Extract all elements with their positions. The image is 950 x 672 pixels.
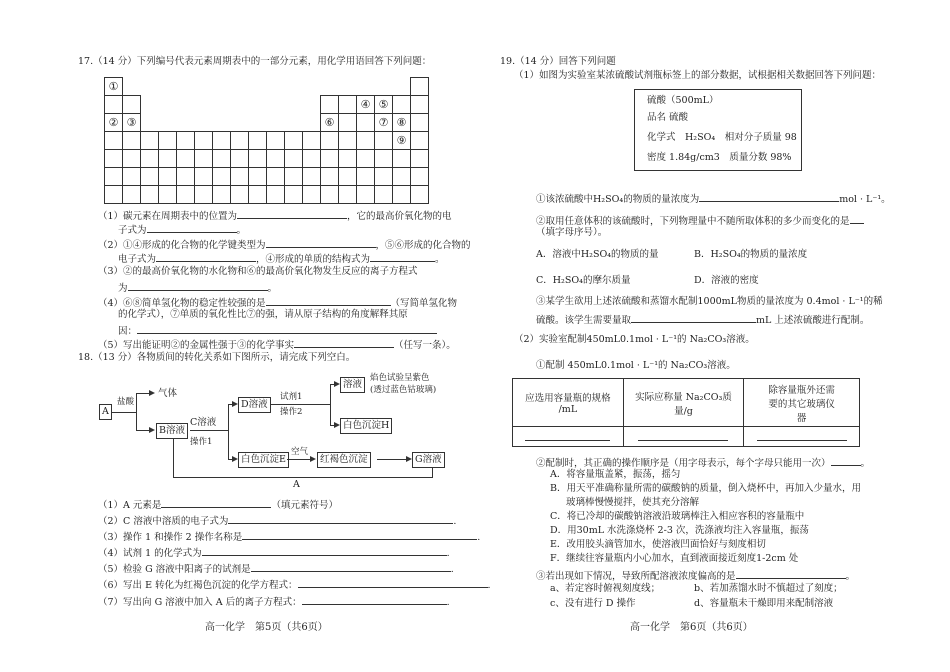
label-line-2: 品名 硫酸 (647, 112, 689, 123)
step-b-cont: 玻璃棒慢慢搅拌，使其充分溶解 (566, 497, 700, 508)
option-d: D．溶液的密度 (694, 275, 759, 286)
q17-line-8: 的化学式），⑦单质的氧化性比⑦的强，请从原子结构的角度解释其原 (118, 309, 408, 320)
q19-a3b: 硫酸。该学生需要量取 mL 上述浓硫酸进行配制。 (536, 312, 869, 327)
cell-1: ① (105, 78, 123, 96)
error-c: c、没有进行 D 操作 (550, 598, 636, 609)
box-e: 白色沉淀E (238, 452, 289, 468)
q19-a2b: （填字母序号）。 (536, 227, 608, 238)
periodic-table (104, 77, 429, 204)
cell-6: ⑥ (321, 114, 339, 132)
cell-4: ④ (357, 96, 375, 114)
q19-b2: ②配制时，其正确的操作顺序是（用字母表示，每个字母只能用一次） 。 (536, 455, 870, 470)
cell-3: ③ (123, 114, 141, 132)
box-b: B溶液 (156, 423, 188, 439)
step-b: B．用天平准确称量所需的碳酸钠的质量，倒入烧杯中，再加入少量水，用 (550, 483, 861, 494)
q17-line-5: （3）②的最高价氧化物的水化物和⑥的最高价氧化物发生反应的离子方程式 (98, 266, 418, 277)
cell-2: ② (105, 114, 123, 132)
q18-line-4: （4）试剂 1 的化学式为 . (98, 545, 450, 560)
cell-5: ⑤ (375, 96, 393, 114)
q18-line-1: （1）A 元素是 （填元素符号） (98, 497, 338, 512)
q17-line-9: 因： (118, 323, 437, 338)
box-g: G溶液 (412, 452, 445, 468)
label-gas: 气体 (158, 388, 178, 399)
q19-sub1: （1）如图为实验室某浓硫酸试剂瓶标签上的部分数据，试根据相关数据回答下列问题： (514, 70, 882, 81)
table-header-3: 除容量瓶外还需 要的其它玻璃仪 器 (744, 379, 860, 427)
q17-line-3: （2）①④形成的化合物的化学键类型为 ，⑤⑥形成的化合物的 (98, 237, 471, 252)
label-a-return: A (293, 479, 300, 490)
step-c: C．将已冷却的碳酸钠溶液沿玻璃棒注入相应容积的容量瓶中 (550, 511, 805, 522)
label-reagent1: 试剂1 (280, 392, 303, 402)
q19-b3: ③若出现如下情况，导致所配溶液浓度偏高的是 。 (536, 568, 855, 583)
q19-a2: ②取用任意体积的该硫酸时，下列物理量中不随所取体积的多少而变化的是 (536, 213, 864, 228)
q18-line-3: （3）操作 1 和操作 2 操作名称是 . (98, 529, 480, 544)
q17-line-4: 电子式为 ，④形成的单质的结构式为 。 (118, 251, 445, 266)
q19-a1: ①该浓硫酸中H₂SO₄的物质的量浓度为 mol · L⁻¹。 (536, 191, 891, 206)
step-d: D．用30mL 水洗涤烧杯 2-3 次，洗涤液均注入容量瓶，振荡 (550, 525, 809, 536)
q18-line-6: （6）写出 E 转化为红褐色沉淀的化学方程式： . (98, 577, 491, 592)
box-d: D溶液 (238, 397, 271, 413)
label-line-4: 密度 1.84g/cm3 质量分数 98% (647, 152, 792, 163)
error-a: a、若定容时俯视刻度线； (550, 583, 661, 594)
table-cell-3[interactable] (744, 427, 860, 447)
box-solution: 溶液 (340, 377, 365, 393)
table-cell-2[interactable] (623, 427, 743, 447)
box-red: 红褐色沉淀 (317, 452, 371, 468)
q17-line-1: （1）碳元素在周期表中的位置为 ，它的最高价氧化物的电 (98, 208, 452, 223)
q17-header: 17.（14 分）下列编号代表元素周期表中的一部分元素，用化学用语回答下列问题： (78, 56, 432, 67)
step-e: E．改用胶头滴管加水，使溶液凹面恰好与刻度相切 (550, 539, 766, 550)
q18-header: 18.（13 分）各物质间的转化关系如下图所示，请完成下列空白。 (78, 352, 356, 363)
table-header-2: 实际应称量 Na₂CO₃质 量/g (623, 379, 743, 427)
cell-7: ⑦ (375, 114, 393, 132)
q17-line-7: （4）⑥⑧简单氢化物的稳定性较强的是 （写简单氢化物 (98, 295, 457, 310)
cell-9: ⑨ (393, 132, 411, 150)
step-a: A．将容量瓶盖紧，振荡，摇匀 (550, 469, 681, 480)
label-op2: 操作2 (280, 407, 303, 417)
box-h: 白色沉淀H (340, 418, 392, 434)
q18-line-2: （2）C 溶液中溶质的电子式为 . (98, 513, 456, 528)
cell-8: ⑧ (393, 114, 411, 132)
option-c: C．H₂SO₄的摩尔质量 (536, 275, 631, 286)
label-flame2: (透过蓝色钴玻璃) (370, 385, 437, 395)
q19-sub2: （2）实验室配制450mL0.1mol · L⁻¹的 Na₂CO₃溶液。 (514, 334, 755, 345)
label-air: 空气 (291, 447, 309, 457)
footer-left: 高一化学 第5页（共6页） (205, 622, 328, 633)
q19-a3: ③某学生欲用上述浓硫酸和蒸馏水配制1000mL物质的量浓度为 0.4mol · L⁻¹的稀 (536, 296, 883, 307)
option-b: B．H₂SO₄的物质的量浓度 (694, 249, 808, 260)
footer-right: 高一化学 第6页（共6页） (630, 622, 753, 633)
label-c: C溶液 (190, 417, 217, 428)
option-a: A．溶液中H₂SO₄的物质的量 (536, 249, 659, 260)
label-line-1: 硫酸（500mL） (647, 95, 719, 106)
q17-line-10: （5）写出能证明②的金属性强于③的化学事实 （任写一条）。 (98, 337, 456, 352)
label-line-3: 化学式 H₂SO₄ 相对分子质量 98 (647, 132, 797, 143)
label-op1: 操作1 (190, 437, 213, 447)
error-d: d、容量瓶未干燥即用来配制溶液 (694, 598, 834, 609)
box-a: A (99, 404, 112, 420)
q19-b1: ①配制 450mL0.1mol · L⁻¹的 Na₂CO₃溶液。 (536, 360, 736, 371)
table-header-1: 应选用容量瓶的规格 /mL (513, 379, 624, 427)
q19-header: 19.（14 分）回答下列问题 (500, 56, 616, 67)
label-flame1: 焰色试验呈紫色 (370, 373, 430, 383)
prep-table (512, 378, 860, 447)
table-cell-1[interactable] (513, 427, 624, 447)
reagent-label (634, 89, 802, 171)
error-b: b、若加蒸馏水时不慎超过了刻度； (694, 583, 843, 594)
label-acid: 盐酸 (117, 397, 135, 407)
step-f: F．继续往容量瓶内小心加水，直到液面接近刻度1-2cm 处 (550, 553, 799, 564)
q18-line-5: （5）检验 G 溶液中阳离子的试剂是 . (98, 561, 454, 576)
q18-line-7: （7）写出向 G 溶液中加入 A 后的离子方程式： . (98, 594, 450, 609)
q17-line-2: 子式为 。 (118, 222, 246, 237)
q17-line-6: 为 。 (118, 280, 277, 295)
